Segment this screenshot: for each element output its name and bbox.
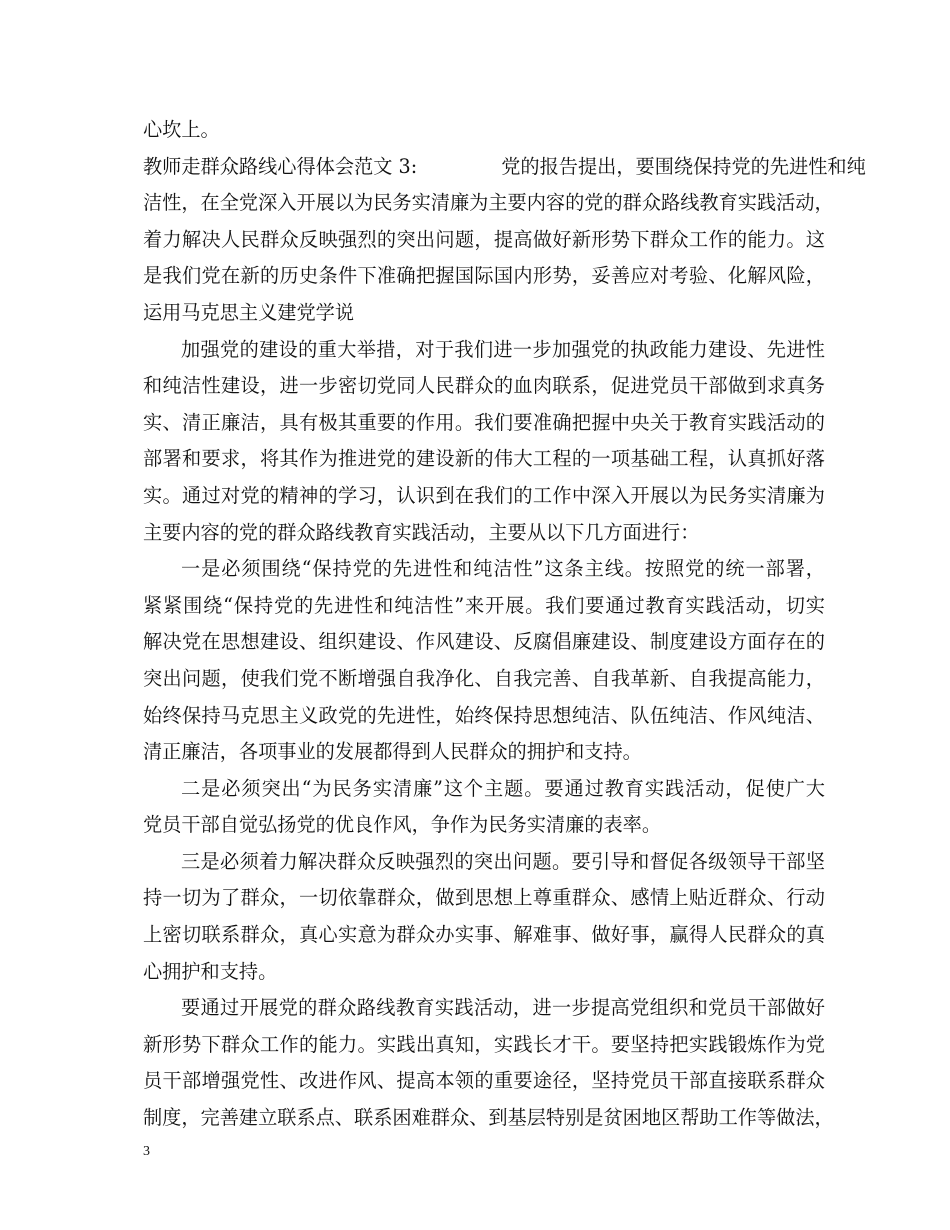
paragraph-first-line: 二是必须突出“为民务实清廉”这个主题。要通过教育实践活动，促使广大 xyxy=(181,776,825,800)
text-line: 洁性，在全党深入开展以为民务实清廉为主要内容的党的群众路线教育实践活动， xyxy=(143,191,834,215)
text-line: 清正廉洁，各项事业的发展都得到人民群众的拥护和支持。 xyxy=(143,740,642,764)
heading-continuation: 党的报告提出，要围绕保持党的先进性和纯 xyxy=(501,154,866,178)
paragraph-first-line: 加强党的建设的重大举措，对于我们进一步加强党的执政能力建设、先进性 xyxy=(181,337,825,361)
text-line: 运用马克思主义建党学说 xyxy=(143,300,355,324)
text-line: 解决党在思想建设、组织建设、作风建设、反腐倡廉建设、制度建设方面存在的 xyxy=(143,630,825,654)
text-line: 心拥护和支持。 xyxy=(143,959,278,983)
text-line: 部署和要求，将其作为推进党的建设新的伟大工程的一项基础工程，认真抓好落 xyxy=(143,447,825,471)
text-line: 始终保持马克思主义政党的先进性，始终保持思想纯洁、队伍纯洁、作风纯洁、 xyxy=(143,703,825,727)
page-number: 3 xyxy=(143,1144,150,1159)
paragraph-first-line: 三是必须着力解决群众反映强烈的突出问题。要引导和督促各级领导干部坚 xyxy=(181,849,825,873)
text-line: 着力解决人民群众反映强烈的突出问题，提高做好新形势下群众工作的能力。这 xyxy=(143,227,825,251)
text-line: 实、清正廉洁，具有极其重要的作用。我们要准确把握中央关于教育实践活动的 xyxy=(143,410,825,434)
paragraph-first-line: 要通过开展党的群众路线教育实践活动，进一步提高党组织和党员干部做好 xyxy=(181,996,825,1020)
text-line: 新形势下群众工作的能力。实践出真知，实践长才干。要坚持把实践锻炼作为党 xyxy=(143,1032,825,1056)
text-line: 实。通过对党的精神的学习，认识到在我们的工作中深入开展以为民务实清廉为 xyxy=(143,483,825,507)
section-heading: 教师走群众路线心得体会范文 3: xyxy=(143,154,418,178)
body-text xyxy=(143,112,866,1137)
text-line: 主要内容的党的群众路线教育实践活动，主要从以下几方面进行： xyxy=(143,520,700,544)
text-line: 党员干部自觉弘扬党的优良作风，争作为民务实清廉的表率。 xyxy=(143,813,662,837)
text-line: 和纯洁性建设，进一步密切党同人民群众的血肉联系，促进党员干部做到求真务 xyxy=(143,374,825,398)
text-line: 紧紧围绕“保持党的先进性和纯洁性”来开展。我们要通过教育实践活动，切实 xyxy=(143,593,825,617)
text-line: 心坎上。 xyxy=(143,118,220,141)
text-line: 员干部增强党性、改进作风、提高本领的重要途径，坚持党员干部直接联系群众 xyxy=(143,1069,825,1093)
text-line: 突出问题，使我们党不断增强自我净化、自我完善、自我革新、自我提高能力， xyxy=(143,666,825,690)
text-line: 是我们党在新的历史条件下准确把握国际国内形势，妥善应对考验、化解风险， xyxy=(143,264,825,288)
text-line: 持一切为了群众，一切依靠群众，做到思想上尊重群众、感情上贴近群众、行动 xyxy=(143,886,825,910)
text-line: 上密切联系群众，真心实意为群众办实事、解难事、做好事，赢得人民群众的真 xyxy=(143,923,825,947)
text-line: 制度，完善建立联系点、联系困难群众、到基层特别是贫困地区帮助工作等做法， xyxy=(143,1106,834,1130)
heading-line xyxy=(143,149,866,186)
paragraph-first-line: 一是必须围绕“保持党的先进性和纯洁性”这条主线。按照党的统一部署， xyxy=(181,557,825,581)
